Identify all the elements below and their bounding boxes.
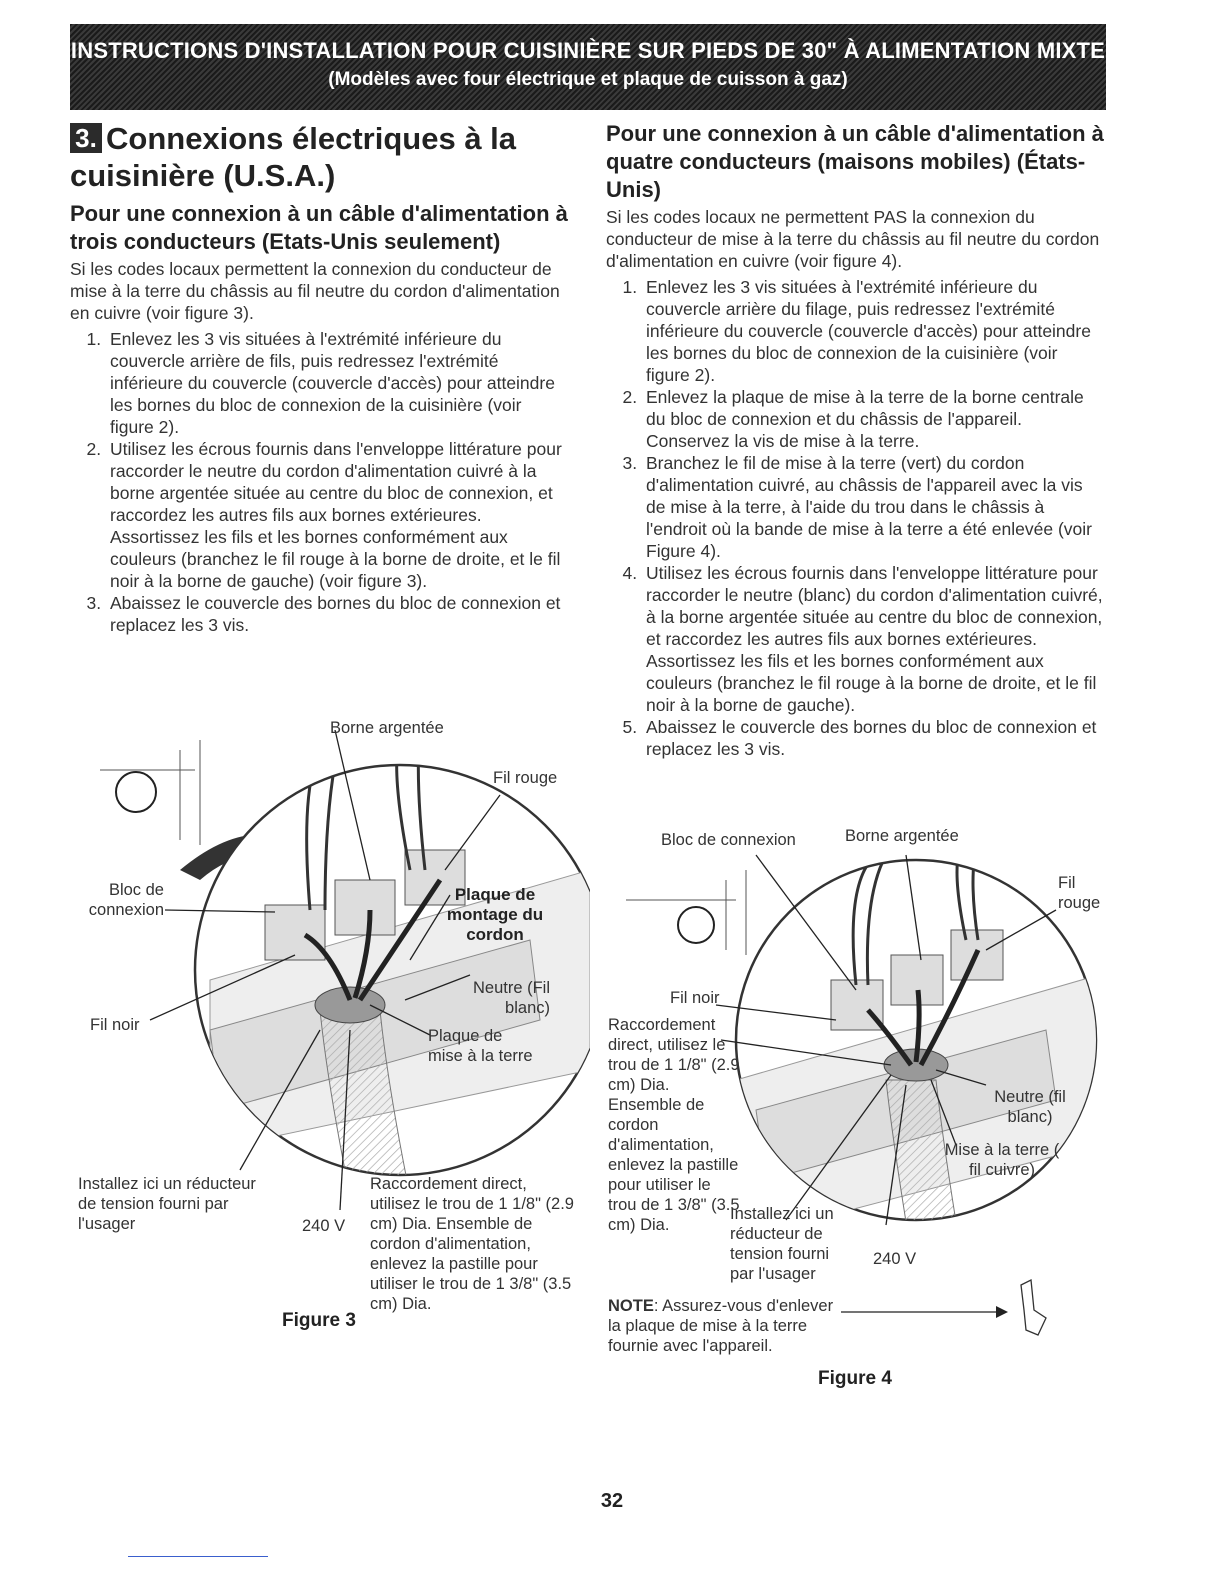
step-item: 2. Enlevez la plaque de mise à la terre de la borne centrale du bloc de connexion et du châssis de l'appareil. Conservez la vis de mise à la terre. xyxy=(642,386,1106,452)
step-item: 4. Utilisez les écrous fournis dans l'enveloppe littérature pour raccorder le neutre (blanc) du cordon d'alimentation cuivré, à la borne argentée située au centre du bloc de connexion, et raccordez les autres fils aux bornes extérieures. Assortissez les fils et les bornes conformément aux couleurs (branchez le fil rouge à la borne de droite, et le fil noir à la borne de gauche). xyxy=(642,562,1106,716)
fig4-label-fil-noir: Fil noir xyxy=(670,989,720,1007)
fig4-label-bloc: Bloc de connexion xyxy=(661,831,796,849)
fig4-label-voltage: 240 V xyxy=(873,1250,917,1268)
fig4-label-borne: Borne argentée xyxy=(845,827,959,845)
banner-subtitle: (Modèles avec four électrique et plaque de cuisson à gaz) xyxy=(328,69,848,90)
inset-panel-icon xyxy=(100,740,200,845)
step-item: 5. Abaissez le couvercle des bornes du bloc de connexion et replacez les 3 vis. xyxy=(642,716,1106,760)
ground-strap-icon xyxy=(1021,1280,1046,1335)
fig4-label-reducteur: Installez ici un réducteur de tension fourni par l'usager xyxy=(730,1205,834,1283)
step-item: 1. Enlevez les 3 vis situées à l'extrémité inférieure du couvercle arrière du filage, puis redressez l'extrémité inférieure du couvercle (couvercle d'accès) pour atteindre les bornes du bloc de connexion de la cuisinière (voir figure 2). xyxy=(642,276,1106,386)
fig3-label-neutre: Neutre (Fil blanc) xyxy=(472,979,550,1017)
inset-panel-icon xyxy=(626,870,746,955)
page-number: 32 xyxy=(600,1490,624,1512)
four-wire-intro: Si les codes locaux ne permettent PAS la connexion du conducteur de mise à la terre du châssis au fil neutre du cordon d'alimentation en cuivre (voir figure 4). xyxy=(606,207,1100,271)
four-wire-steps xyxy=(606,276,1106,760)
note-text: : Assurez-vous d'enlever la plaque de mise à la terre fournie avec l'appareil. xyxy=(608,1297,834,1355)
fig3-label-raccordement: Raccordement direct, utilisez le trou de 1 1/8" (2.9 cm) Dia. Ensemble de cordon d'alimentation, enlevez la pastille pour utiliser le trou de 1 3/8" (3.5 cm) Dia. xyxy=(370,1175,574,1313)
arrow-icon xyxy=(996,1306,1008,1318)
fig4-note xyxy=(608,1296,843,1356)
fig3-label-borne: Borne argentée xyxy=(330,719,444,737)
fig3-label-bloc: Bloc de connexion xyxy=(88,881,164,919)
three-wire-subtitle: Pour une connexion à un câble d'alimentation à trois conducteurs (Etats-Unis seulement) xyxy=(70,201,568,254)
step-item: 1. Enlevez les 3 vis situées à l'extrémité inférieure du couvercle arrière de fils, puis redressez l'extrémité inférieure du couvercle (couvercle d'accès) pour atteindre les bornes du bloc de connexion de la cuisinière (voir figure 2). xyxy=(106,328,570,438)
fig3-label-fil-noir: Fil noir xyxy=(90,1016,140,1034)
step-item: 3. Abaissez le couvercle des bornes du bloc de connexion et replacez les 3 vis. xyxy=(106,592,570,636)
header-banner xyxy=(70,24,1106,110)
fig4-label-neutre: Neutre (fil blanc) xyxy=(994,1088,1066,1126)
fig4-label-fil-rouge: Fil rouge xyxy=(1058,874,1101,912)
figure-3-caption: Figure 3 xyxy=(282,1310,356,1331)
figure-4-caption: Figure 4 xyxy=(818,1368,892,1389)
three-wire-steps xyxy=(70,328,570,636)
step-item: 3. Branchez le fil de mise à la terre (vert) du cordon d'alimentation cuivré, au châssis de l'appareil avec la vis de mise à la terre, à l'aide du trou dans le châssis à l'endroit où la bande de mise à la terre a été enlevée (voir Figure 4). xyxy=(642,452,1106,562)
left-column xyxy=(70,120,570,636)
right-column xyxy=(606,120,1106,760)
fig4-label-raccordement: Raccordement direct, utilisez le trou de 1 1/8" (2.9 cm) Dia. Ensemble de cordon d'alimentation, enlevez la pastille pour utiliser le trou de 1 3/8" (3.5 cm) Dia. xyxy=(608,1016,740,1234)
step-item: 2. Utilisez les écrous fournis dans l'enveloppe littérature pour raccorder le neutre du cordon d'alimentation cuivré à la borne argentée située au centre du bloc de connexion, et raccordez les autres fils aux bornes extérieures. Assortissez les fils et les bornes conformément aux couleurs (branchez le fil rouge à la borne de droite, et le fil noir à la borne de gauche) (voir figure 3). xyxy=(106,438,570,592)
fig3-label-plaque-terre: Plaque de mise à la terre xyxy=(428,1027,533,1065)
note-label: NOTE xyxy=(608,1297,654,1315)
fig3-label-fil-rouge: Fil rouge xyxy=(493,769,558,787)
section-heading xyxy=(70,120,570,194)
four-wire-subtitle: Pour une connexion à un câble d'alimentation à quatre conducteurs (maisons mobiles) (États-Unis) xyxy=(606,121,1104,202)
fig4-label-mise-terre: Mise à la terre ( fil cuivre) xyxy=(944,1141,1060,1179)
footer-divider xyxy=(128,1556,268,1557)
section-title: Connexions électriques à la cuisinière (U.S.A.) xyxy=(70,121,517,193)
banner-title: INSTRUCTIONS D'INSTALLATION POUR CUISINIÈRE SUR PIEDS DE 30" À ALIMENTATION MIXTE xyxy=(70,38,1106,63)
section-number-badge: 3. xyxy=(70,123,102,153)
fig3-label-reducteur: Installez ici un réducteur de tension fourni par l'usager xyxy=(78,1175,256,1233)
fig3-label-plaque-montage: Plaque de montage du cordon xyxy=(446,885,544,944)
three-wire-intro: Si les codes locaux permettent la connexion du conducteur de mise à la terre du châssis au fil neutre du cordon d'alimentation en cuivre (voir figure 3). xyxy=(70,259,560,323)
fig3-label-voltage: 240 V xyxy=(302,1217,346,1235)
